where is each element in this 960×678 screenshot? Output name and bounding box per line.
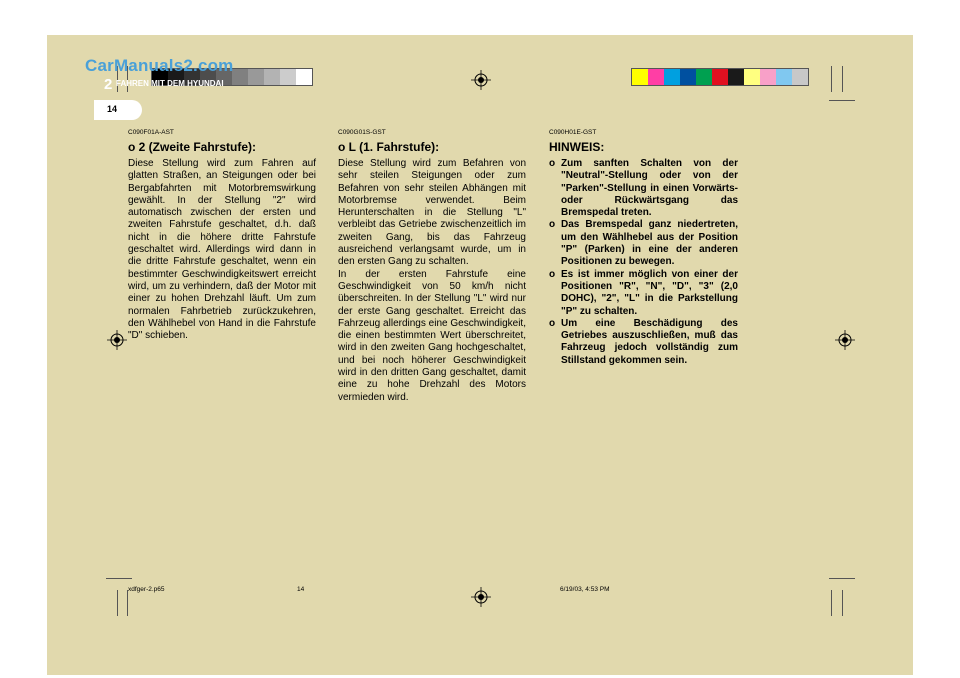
- list-item-text: Um eine Beschädigung des Getriebes auszuschließen, muß das Fahrzeug jedoch vollständig zum Stillstand gekommen sein.: [561, 317, 738, 366]
- crop-mark-br-h: [829, 578, 855, 579]
- section-code: C090F01A-AST: [128, 129, 174, 136]
- paragraph: Diese Stellung wird zum Fahren auf glatten Straßen, an Steigungen oder bei Bergabfahrten mit Motorbremswirkung gewählt. In der Stellung "2" wird automatisch zwischen der ersten und zweiten Fahrstufe geschaltet, d.h. daß nicht in die höhere dritte Fahrstufe geschaltet wird. Allerdings wird dann in die dritte Fahrstufe geschaltet, wenn ein bestimmter Geschwindigkeitswert erreicht wird, um zu verhindern, daß der Motor mit einer zu hohen Drehzahl läuft. Um zum normalen Fahrbetrieb zurückzukehren, den Wählhebel von Hand in die Fahrstufe "D" schieben.: [128, 158, 316, 342]
- section-heading: o L (1. Fahrstufe):: [338, 140, 440, 154]
- watermark-link[interactable]: CarManuals2.com: [85, 56, 234, 75]
- color-swatch: [696, 69, 712, 85]
- grayscale-swatch: [296, 69, 312, 85]
- footer-page: 14: [297, 586, 305, 593]
- section-body: [338, 158, 526, 404]
- section-body: [128, 158, 316, 342]
- chapter-number: 2: [104, 76, 113, 93]
- color-swatch: [776, 69, 792, 85]
- bullet-icon: o: [549, 219, 556, 231]
- footer-timestamp: 6/19/03, 4:53 PM: [560, 586, 610, 593]
- registration-mark-top-icon: [471, 70, 491, 90]
- list-item: [549, 158, 738, 219]
- notice-list: [549, 158, 738, 367]
- color-swatch: [760, 69, 776, 85]
- crop-mark-tr-h: [829, 100, 855, 101]
- grayscale-swatch: [248, 69, 264, 85]
- grayscale-swatch: [280, 69, 296, 85]
- column-3: [549, 129, 738, 367]
- color-swatch: [792, 69, 808, 85]
- list-item: [549, 318, 738, 367]
- grayscale-swatch: [264, 69, 280, 85]
- registration-mark-bottom-icon: [471, 587, 491, 607]
- grayscale-swatch: [232, 69, 248, 85]
- section-code: C090H01E-GST: [549, 129, 597, 136]
- crop-mark-tr2-v: [842, 66, 843, 92]
- page-number: 14: [107, 104, 118, 114]
- color-swatch: [680, 69, 696, 85]
- section-heading: o 2 (Zweite Fahrstufe):: [128, 140, 257, 154]
- color-swatch: [728, 69, 744, 85]
- paragraph: In der ersten Fahrstufe eine Geschwindigkeit von 50 km/h nicht überschreiten. In der Stellung "L" wird nur der erste Gang geschaltet. Erreicht das Fahrzeug allerdings eine Geschwindigkeit, die einen bestimmten Wert überschreitet, wird in den zweiten Gang hochgeschaltet, und bei noch höherer Geschwindigkeit wird in den dritten Gang geschaltet, damit eine zu hohe Drehzahl des Motors vermieden wird.: [338, 268, 526, 403]
- color-swatch: [664, 69, 680, 85]
- paragraph: Diese Stellung wird zum Befahren von sehr steilen Steigungen oder zum Befahren von sehr steilen Abhängen mit Motorbremse verwendet. Beim Herunterschalten in die Stellung "L" verbleibt das Getriebe zwischenzeitlich im zweiten Gang, bis das Fahrzeug ausreichend verlangsamt wurde, um in den ersten Gang zu schalten.: [338, 158, 526, 268]
- section-code: C090G01S-GST: [338, 129, 386, 136]
- registration-mark-left-icon: [107, 330, 127, 350]
- crop-mark-br2-v: [842, 590, 843, 616]
- crop-mark-bl-h: [106, 578, 132, 579]
- crop-mark-bl2-v: [117, 590, 118, 616]
- list-item: [549, 269, 738, 318]
- column-1: [128, 129, 316, 342]
- crop-mark-br-v: [831, 590, 832, 616]
- list-item-text: Das Bremspedal ganz niedertreten, um den Wählhebel aus der Position "P" (Parken) in eine der anderen Positionen zu bewegen.: [561, 219, 738, 268]
- color-calibration-bar: [631, 68, 809, 86]
- bullet-icon: o: [549, 268, 556, 280]
- list-item: [549, 219, 738, 268]
- color-swatch: [632, 69, 648, 85]
- registration-mark-right-icon: [835, 330, 855, 350]
- bullet-icon: o: [549, 158, 556, 169]
- crop-mark-bl-v: [127, 590, 128, 616]
- footer-filename: xdfger-2.p65: [128, 586, 165, 593]
- list-item-text: Zum sanften Schalten von der "Neutral"-Stellung oder von der "Parken"-Stellung in einen Vorwärts- oder Rückwärtsgang das Bremspedal treten.: [561, 158, 738, 219]
- bullet-icon: o: [549, 317, 556, 329]
- chapter-title: FAHREN MIT DEM HYUNDAI: [116, 79, 224, 88]
- crop-mark-tr-v: [831, 66, 832, 92]
- list-item-text: Es ist immer möglich von einer der Positionen "R", "N", "D", "3" (2,0 DOHC), "2", "L" in die Parkstellung "P" zu schalten.: [561, 268, 738, 317]
- notice-heading: HINWEIS:: [549, 140, 605, 154]
- color-swatch: [744, 69, 760, 85]
- column-2: [338, 129, 526, 404]
- color-swatch: [712, 69, 728, 85]
- color-swatch: [648, 69, 664, 85]
- page-number-tab: [94, 100, 142, 120]
